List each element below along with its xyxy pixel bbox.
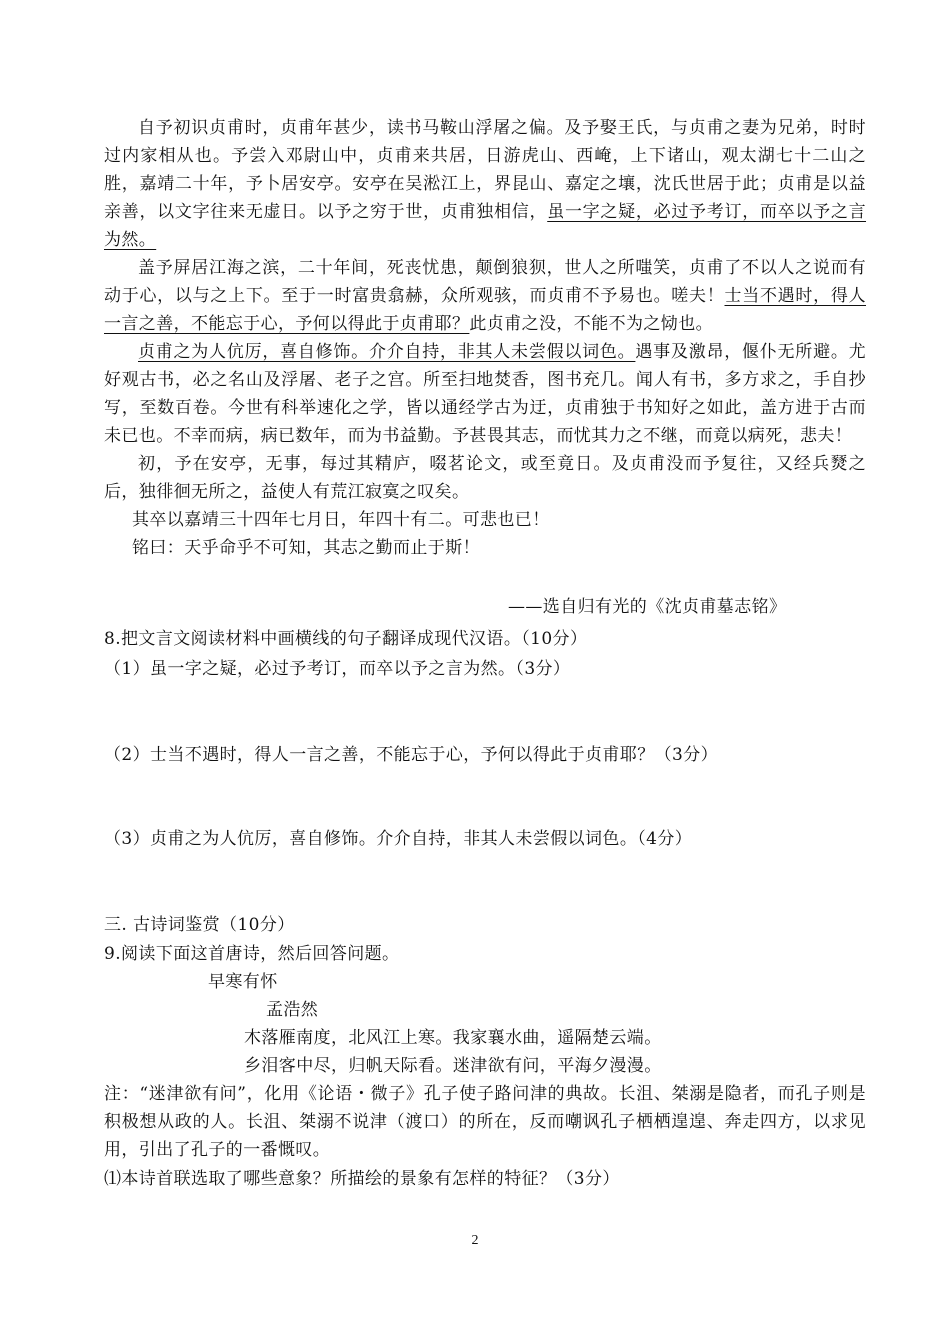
passage [104,114,866,562]
poem-line-1: 木落雁南度，北风江上寒。我家襄水曲，遥隔楚云端。 [244,1028,662,1048]
underlined-sentence-3: 贞甫之为人伉厉，喜自修饰。介介自持，非其人未尝假以词色。 [138,342,636,362]
question-8-title: 8.把文言文阅读材料中画横线的句子翻译成现代汉语。（10分） [104,629,588,649]
poem-line-2: 乡泪客中尽，归帆天际看。迷津欲有问，平海夕漫漫。 [244,1056,662,1076]
paragraph-text: 此贞甫之没，不能不为之恸也。 [469,314,714,334]
passage-paragraph-1 [104,114,866,254]
question-8-item-3: （3）贞甫之为人伉厉，喜自修饰。介介自持，非其人未尝假以词色。（4分） [104,829,693,849]
passage-paragraph-3 [104,338,866,450]
passage-paragraph-2 [104,254,866,338]
paragraph-text: 自予初识贞甫时，贞甫年甚少，读书马鞍山浮屠之偏。及予娶王氏，与贞甫之妻为兄弟，时时过内家相从也。予尝入邓尉山中，贞甫来共居，日游虎山、西崦，上下诸山，观太湖七十二山之胜，嘉靖二十年，予卜居安亭。安亭在吴淞江上，界昆山、嘉定之壤，沈氏世居于此；贞甫是以益亲善，以文字往来无虚日。以予之穷于世，贞甫独相信， [104,118,866,222]
question-8-item-1: （1）虽一字之疑，必过予考订，而卒以予之言为然。（3分） [104,659,571,679]
underlined-sentence-1: 虽一字之疑，必过予考订，而卒以予之言为然。 [104,202,867,250]
question-9-1: ⑴本诗首联选取了哪些意象？所描绘的景象有怎样的特征？（3分） [104,1169,620,1189]
passage-epitaph: 铭曰：天乎命乎不可知，其志之勤而止于斯！ [132,538,480,558]
passage-source: ——选自归有光的《沈贞甫墓志铭》 [508,597,787,617]
underlined-sentence-2: 士当不遇时，得人一言之善，不能忘于心，予何以得此于贞甫耶？ [104,286,866,334]
section-3-heading: 三. 古诗词鉴赏（10分） [104,915,295,935]
paragraph-text: 遇事及激昂，偃仆无所避。尤好观古书，必之名山及浮屠、老子之宫。所至扫地焚香，图书充几。闻人有书，多方求之，手自抄写，至数百卷。今世有科举速化之学，皆以通经学古为迂，贞甫独于书知好之如此，盖方进于古而未已也。不幸而病，病已数年，而为书益勤。予甚畏其志，而忧其力之不继，而竟以病死，悲夫！ [104,342,866,446]
poem-author: 孟浩然 [266,1000,319,1020]
poem-note [104,1080,866,1164]
question-8-item-2: （2）士当不遇时，得人一言之善，不能忘于心，予何以得此于贞甫耶？（3分） [104,745,719,765]
poem-note-text: 注：“迷津欲有问”，化用《论语・微子》孔子使子路问津的典故。长沮、桀溺是隐者，而孔子则是积极想从政的人。长沮、桀溺不说津（渡口）的所在，反而嘲讽孔子栖栖遑遑、奔走四方，以求见用，引出了孔子的一番慨叹。 [104,1084,866,1160]
poem-title: 早寒有怀 [208,972,278,992]
passage-paragraph-5: 其卒以嘉靖三十四年七月日，年四十有二。可悲也已！ [132,510,550,530]
question-9-title: 9.阅读下面这首唐诗，然后回答问题。 [104,944,400,964]
page-number: 2 [471,1233,479,1248]
passage-paragraph-4: 初，予在安亭，无事，每过其精庐，啜茗论文，或至竟日。及贞甫没而予复往，又经兵燹之后，独徘徊无所之，益使人有荒江寂寞之叹矣。 [104,454,866,502]
paragraph-text: 盖予屏居江海之滨，二十年间，死丧忧患，颠倒狼狈，世人之所嗤笑，贞甫了不以人之说而有动于心，以与之上下。至于一时富贵翕赫，众所观骇，而贞甫不予易也。嗟夫！ [104,258,866,306]
